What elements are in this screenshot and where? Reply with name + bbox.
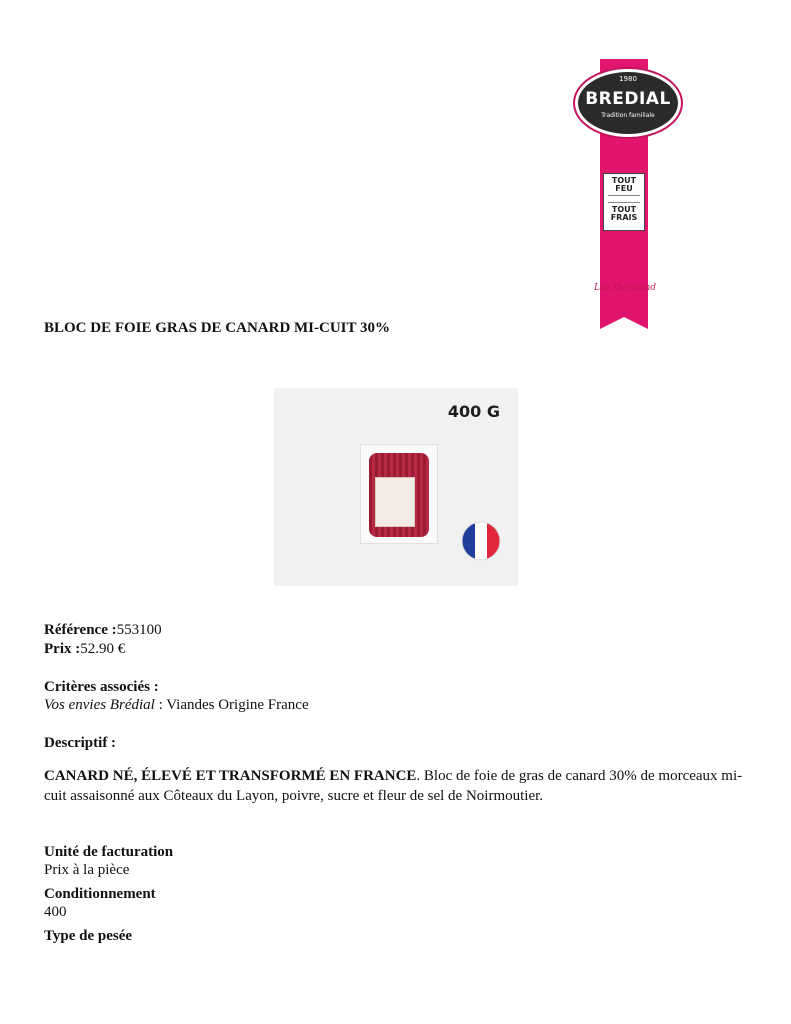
product-label: [375, 477, 415, 527]
price-row: [44, 640, 125, 659]
billing-unit-value: Prix à la pièce: [44, 862, 130, 878]
price-value: 52.90 €: [80, 641, 126, 657]
product-block: [369, 453, 429, 537]
brand-tagline: Tradition familiale: [601, 112, 655, 119]
reference-label: Référence :: [44, 622, 117, 638]
criteria-separator: :: [154, 697, 167, 713]
criteria-row: [44, 696, 309, 715]
price-label: Prix :: [44, 641, 81, 657]
packaging-value: 400: [44, 904, 67, 920]
product-image: [274, 388, 518, 586]
packaging-label: Conditionnement: [44, 886, 156, 902]
description-heading: [44, 734, 116, 753]
billing-unit-heading: [44, 843, 173, 862]
brand-oval: [575, 69, 681, 137]
criteria-group: Vos envies Brédial: [44, 697, 155, 713]
packaging-heading: [44, 885, 156, 904]
billing-unit-label: Unité de facturation: [44, 844, 174, 860]
fresh-badge-line1: TOUT FEU: [611, 176, 637, 193]
brand-signature: Luc Dormand: [594, 283, 657, 293]
description-body: . Bloc de foie de gras de canard 30% de morceaux mi-cuit assaisonné aux Côteaux du Layon, poivre, sucre et fleur de sel de Noirmoutier.: [44, 768, 743, 804]
brand-year: 1980: [619, 75, 637, 83]
description-label: Descriptif :: [44, 735, 117, 751]
fresh-badge: [603, 173, 645, 231]
fresh-badge-line2: TOUT FRAIS: [610, 205, 638, 222]
brand-logo: [566, 55, 686, 305]
reference-value: 553100: [116, 622, 162, 638]
reference-row: [44, 621, 162, 640]
weighing-label: Type de pesée: [44, 928, 133, 944]
france-flag-icon: [460, 520, 502, 562]
criteria-label: Critères associés :: [44, 679, 159, 695]
criteria-value: Viandes Origine France: [166, 697, 309, 713]
fresh-badge-divider: [608, 195, 640, 203]
brand-name: BREDIAL: [585, 89, 671, 109]
product-title: BLOC DE FOIE GRAS DE CANARD MI-CUIT 30%: [44, 320, 391, 336]
product-weight-label: 400 G: [447, 402, 500, 421]
description-emphasis: CANARD NÉ, ÉLEVÉ ET TRANSFORMÉ EN FRANCE: [44, 768, 417, 784]
product-package: [360, 444, 438, 544]
criteria-heading: [44, 678, 159, 697]
description-text: [44, 766, 754, 806]
weighing-heading: [44, 927, 132, 946]
